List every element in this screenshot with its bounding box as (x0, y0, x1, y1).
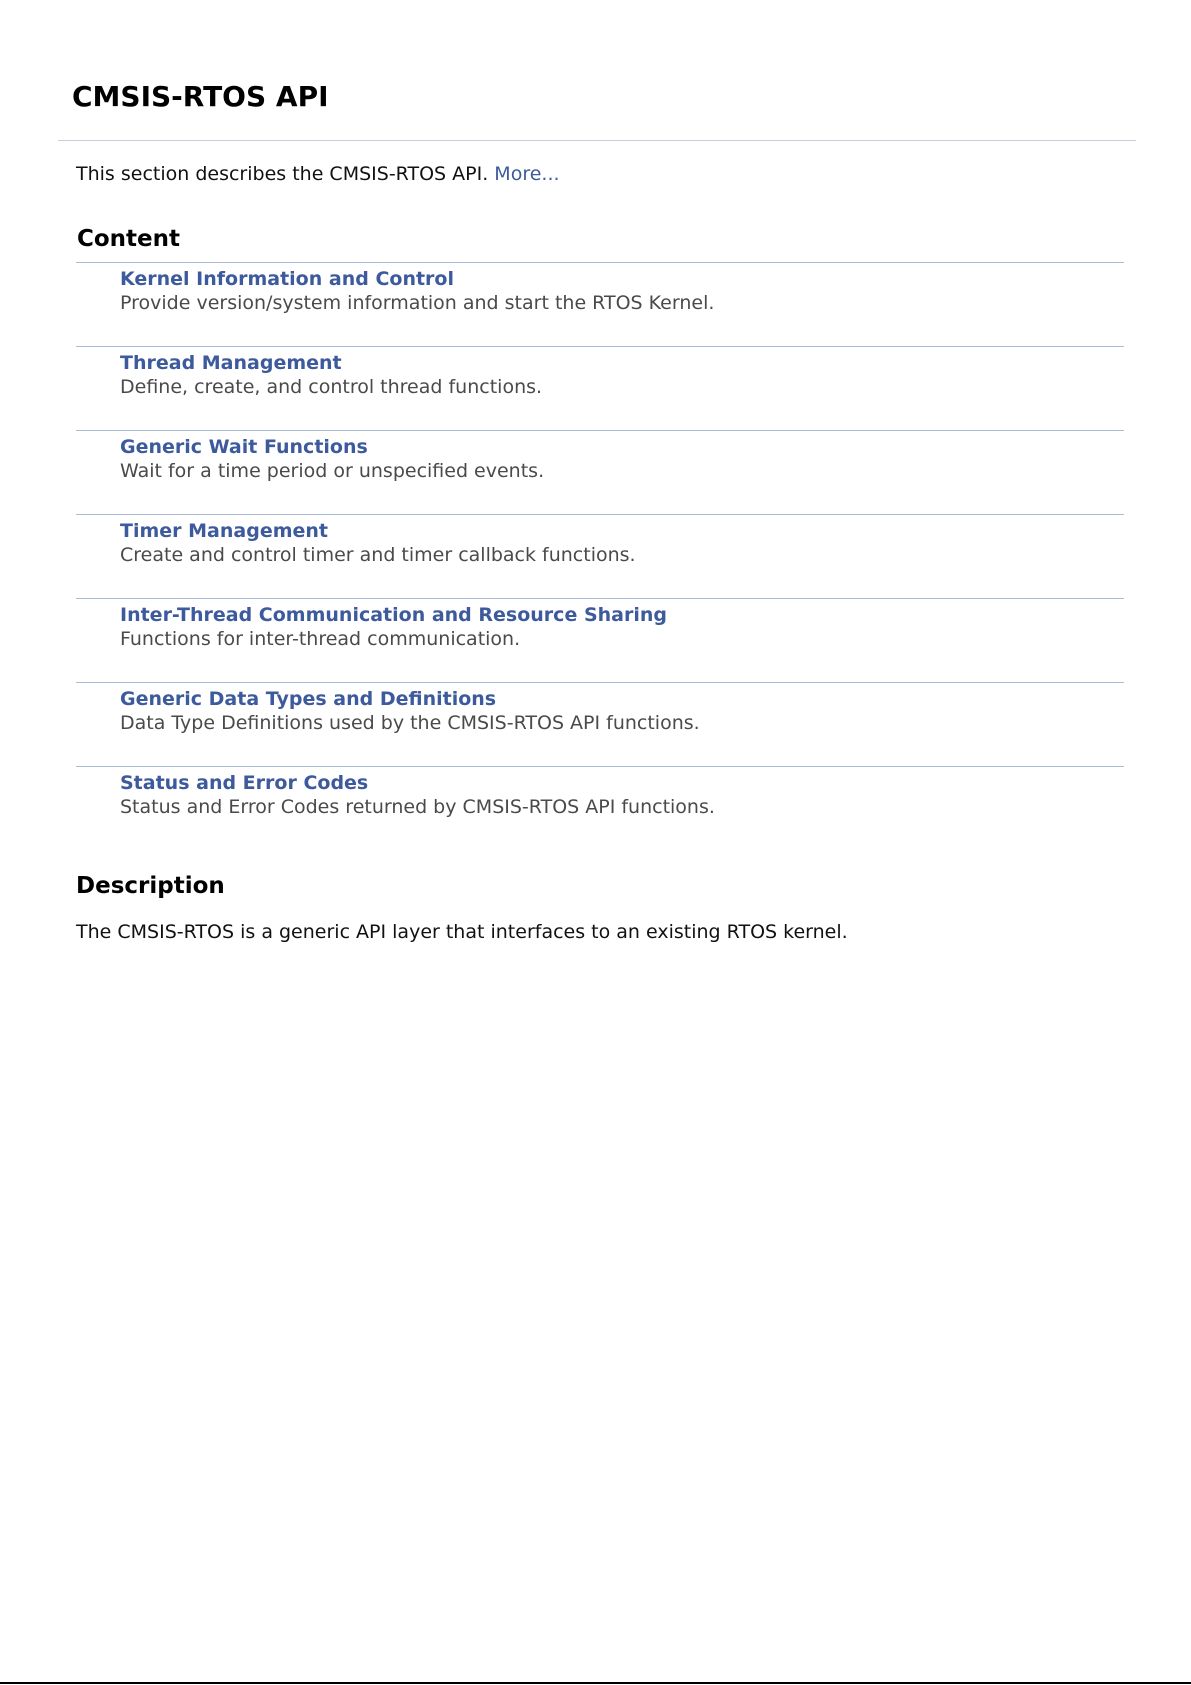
content-item-kernel (76, 262, 1124, 346)
content-item-title[interactable]: Thread Management (120, 352, 342, 374)
content-item-description: Wait for a time period or unspecified events. (120, 460, 545, 482)
content-list (76, 262, 1124, 850)
content-item-description: Status and Error Codes returned by CMSIS-RTOS API functions. (120, 796, 715, 818)
description-heading: Description (76, 873, 225, 899)
content-item-title[interactable]: Generic Wait Functions (120, 436, 368, 458)
content-item-datatypes (76, 682, 1124, 766)
content-item-title[interactable]: Timer Management (120, 520, 328, 542)
content-item-description: Functions for inter-thread communication. (120, 628, 521, 650)
content-item-description: Create and control timer and timer callback functions. (120, 544, 636, 566)
content-item-title[interactable]: Generic Data Types and Definitions (120, 688, 497, 710)
content-item-title[interactable]: Status and Error Codes (120, 772, 369, 794)
page-bottom-border (0, 1682, 1191, 1684)
content-item-title[interactable]: Kernel Information and Control (120, 268, 454, 290)
content-item-description: Data Type Definitions used by the CMSIS-RTOS API functions. (120, 712, 700, 734)
intro-paragraph (76, 162, 560, 186)
content-item-wait (76, 430, 1124, 514)
content-item-title[interactable]: Inter-Thread Communication and Resource Sharing (120, 604, 667, 626)
more-link[interactable]: More... (494, 163, 560, 185)
content-item-interthread (76, 598, 1124, 682)
page-title: CMSIS-RTOS API (72, 80, 329, 113)
description-text: The CMSIS-RTOS is a generic API layer that interfaces to an existing RTOS kernel. (76, 921, 848, 943)
content-item-thread (76, 346, 1124, 430)
content-heading: Content (77, 226, 181, 252)
title-divider (58, 140, 1136, 141)
content-item-timer (76, 514, 1124, 598)
content-item-status (76, 766, 1124, 850)
content-item-description: Provide version/system information and start the RTOS Kernel. (120, 292, 715, 314)
intro-text: This section describes the CMSIS-RTOS API. (76, 163, 495, 185)
content-item-description: Define, create, and control thread functions. (120, 376, 543, 398)
